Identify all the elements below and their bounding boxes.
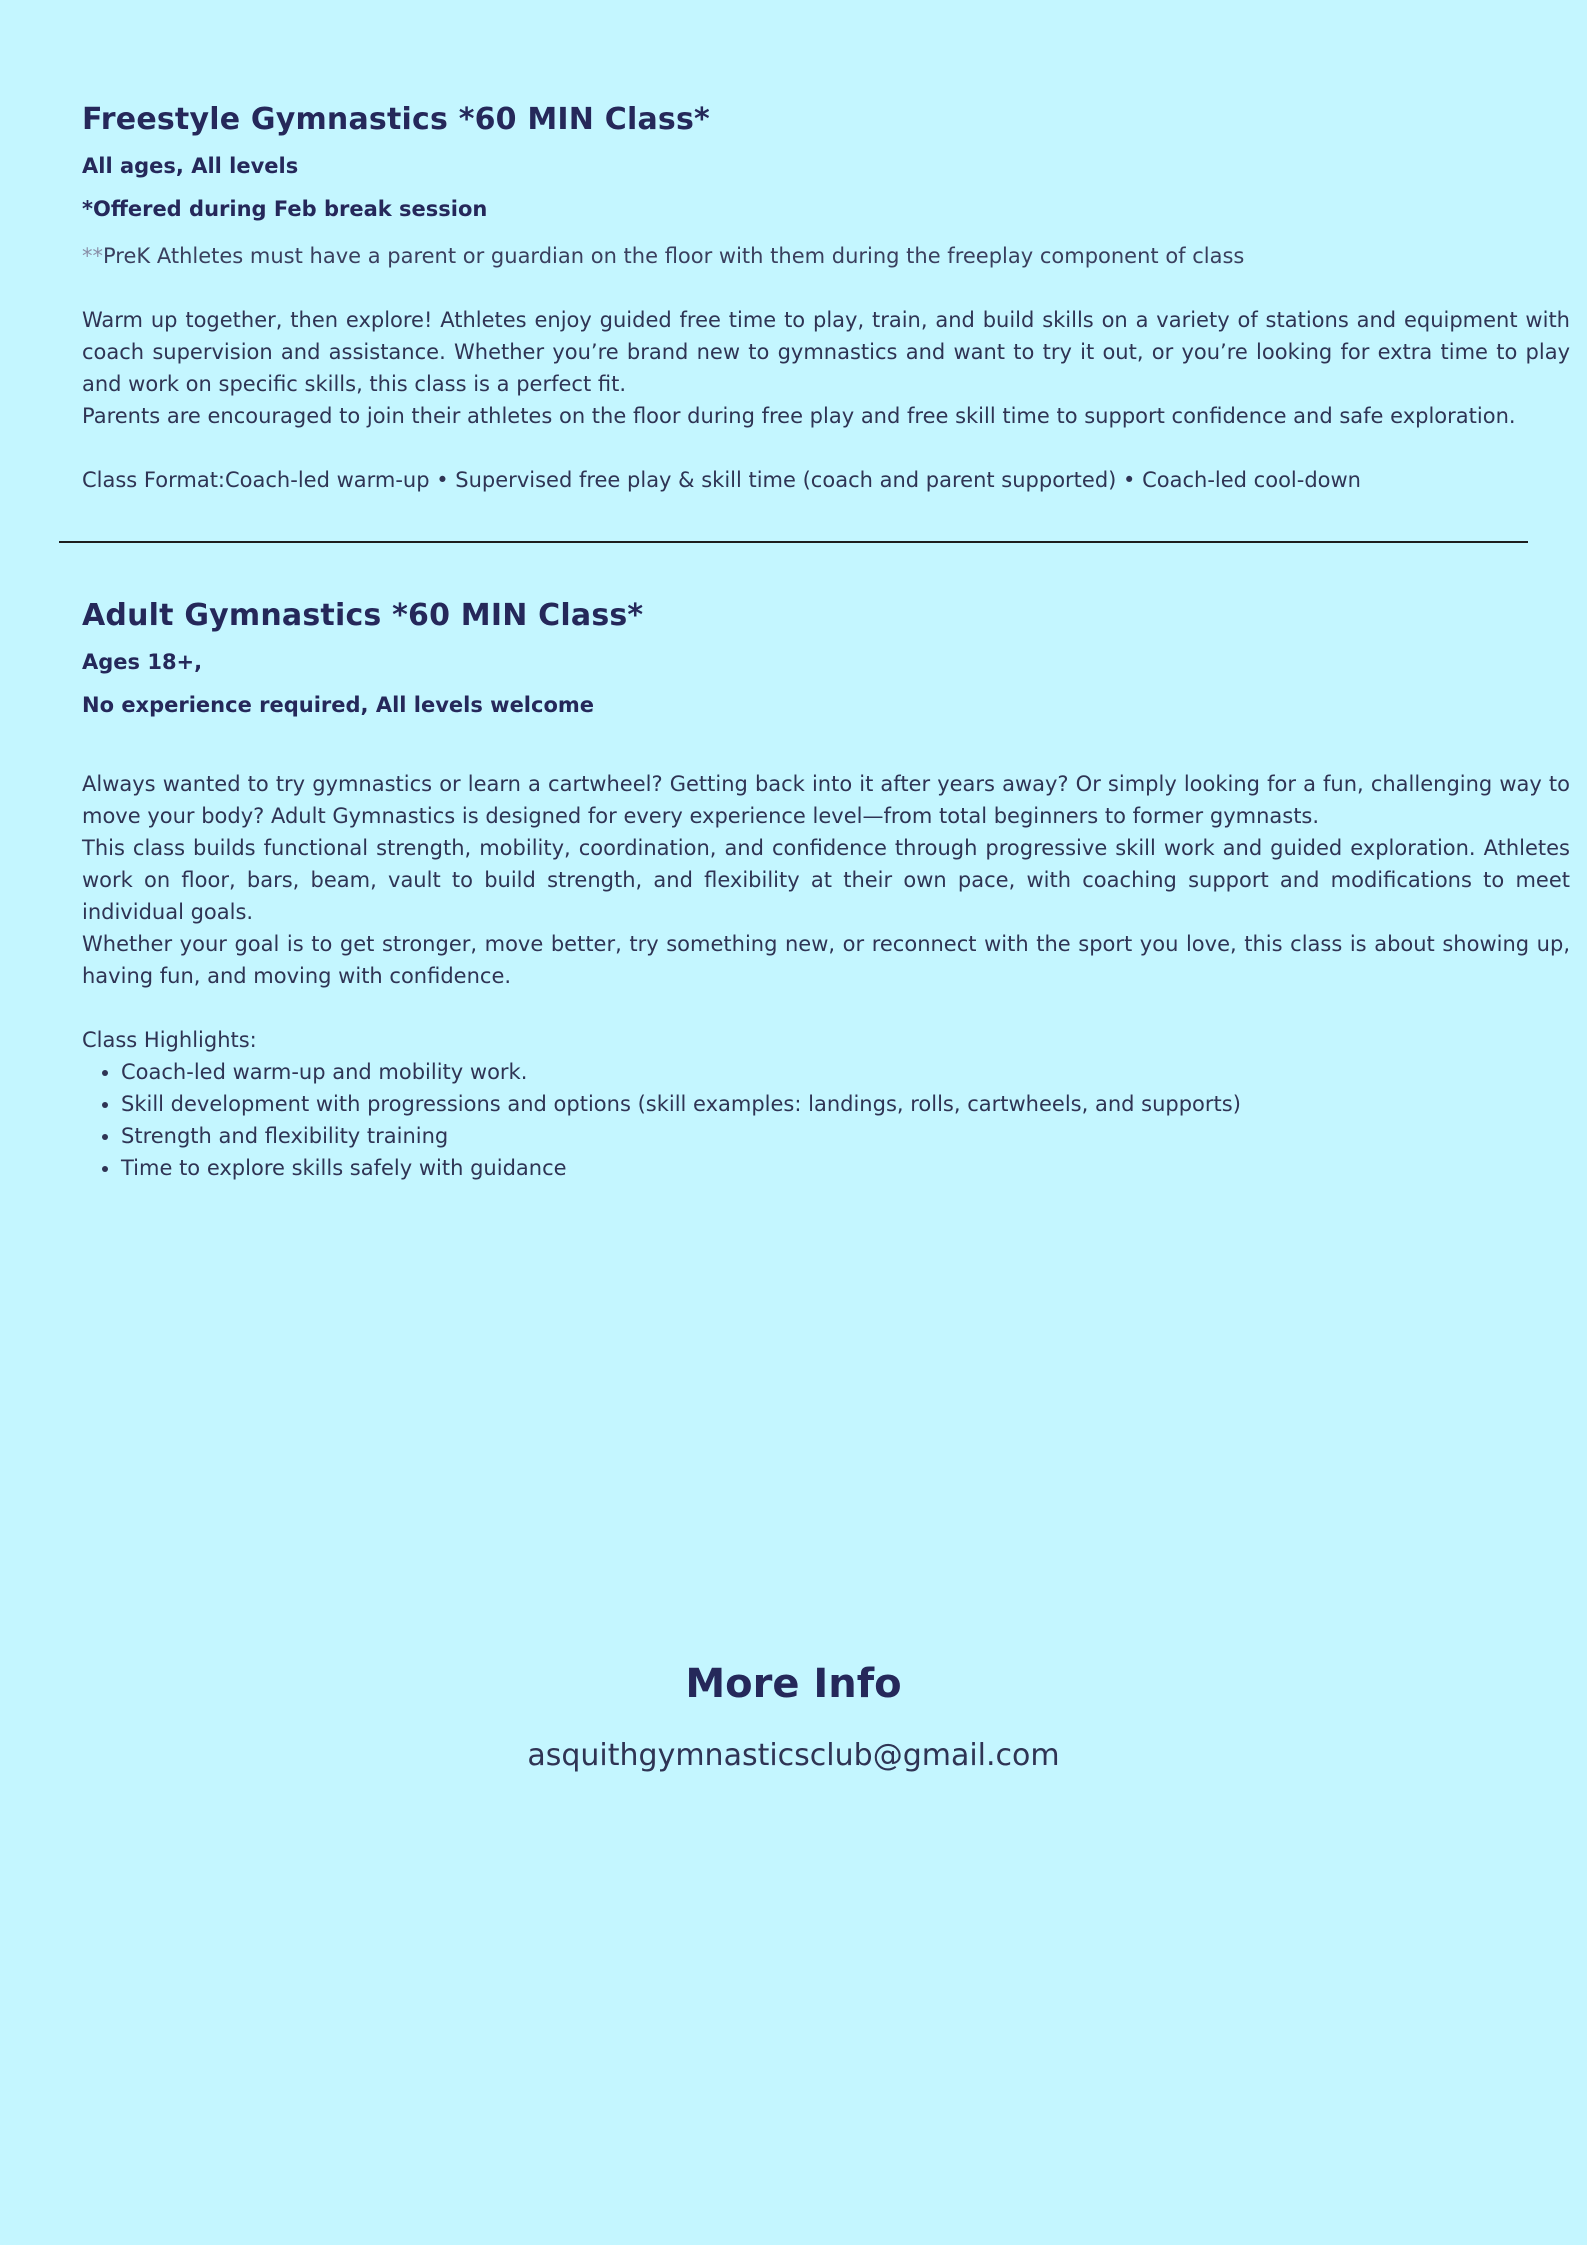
adult-class-title: Adult Gymnastics *60 MIN Class* [82, 598, 644, 633]
list-item: • Skill development with progressions and options (skill examples: landings, rolls, cartwheels, and supports) [121, 1088, 1570, 1120]
adult-experience-note: No experience required, All levels welcome [82, 693, 595, 718]
note-asterisks: ** [82, 243, 103, 268]
freestyle-parents-note: Parents are encouraged to join their athletes on the floor during free play and free skill time to support confidence and safe exploration. [82, 403, 1516, 428]
more-info-section [0, 1658, 1587, 1775]
contact-email[interactable]: asquithgymnasticsclub@gmail.com [527, 1738, 1060, 1773]
list-item: • Coach-led warm-up and mobility work. [121, 1056, 1570, 1088]
prek-parent-note [82, 240, 1570, 272]
freestyle-description: Warm up together, then explore! Athletes enjoy guided free time to play, train, and build skills on a variety of stations and equipment with coach supervision and assistance. Whether you’re brand new to gymnastics and want to try it out, or you’re looking for extra time to play and work on specific skills, this class is a perfect fit. [82, 307, 1570, 396]
more-info-title: More Info [685, 1661, 902, 1707]
adult-age-requirement: Ages 18+, [82, 650, 203, 674]
highlights-label: Class Highlights: [82, 1027, 257, 1052]
adult-description-intro: Always wanted to try gymnastics or learn a cartwheel? Getting back into it after years away? Or simply looking for a fun, challenging way to move your body? Adult Gymnastics is designed for every experience level—from total beginners to former gymnasts. [82, 771, 1570, 828]
note-text: PreK Athletes must have a parent or guardian on the floor with them during the freeplay component of class [103, 243, 1245, 268]
adult-description-skills: This class builds functional strength, mobility, coordination, and confidence through progressive skill work and guided exploration. Athletes work on floor, bars, beam, vault to build strength, and flexibility at their own pace, with coaching support and modifications to meet individual goals. [82, 835, 1570, 924]
freestyle-class-format: Class Format:Coach-led warm-up • Supervised free play & skill time (coach and parent supported) • Coach-led cool-down [82, 467, 1361, 492]
freestyle-class-section [82, 100, 1570, 496]
adult-class-section [82, 596, 1570, 1184]
freestyle-class-title: Freestyle Gymnastics *60 MIN Class* [82, 102, 710, 137]
list-item: • Strength and flexibility training [121, 1120, 1570, 1152]
list-item: • Time to explore skills safely with guidance [121, 1152, 1570, 1184]
highlights-list [82, 1056, 1570, 1184]
freestyle-audience: All ages, All levels [82, 154, 299, 178]
freestyle-session-note: *Offered during Feb break session [82, 197, 488, 222]
adult-description-goals: Whether your goal is to get stronger, move better, try something new, or reconnect with the sport you love, this class is about showing up, having fun, and moving with confidence. [82, 931, 1570, 988]
section-divider [59, 541, 1528, 543]
